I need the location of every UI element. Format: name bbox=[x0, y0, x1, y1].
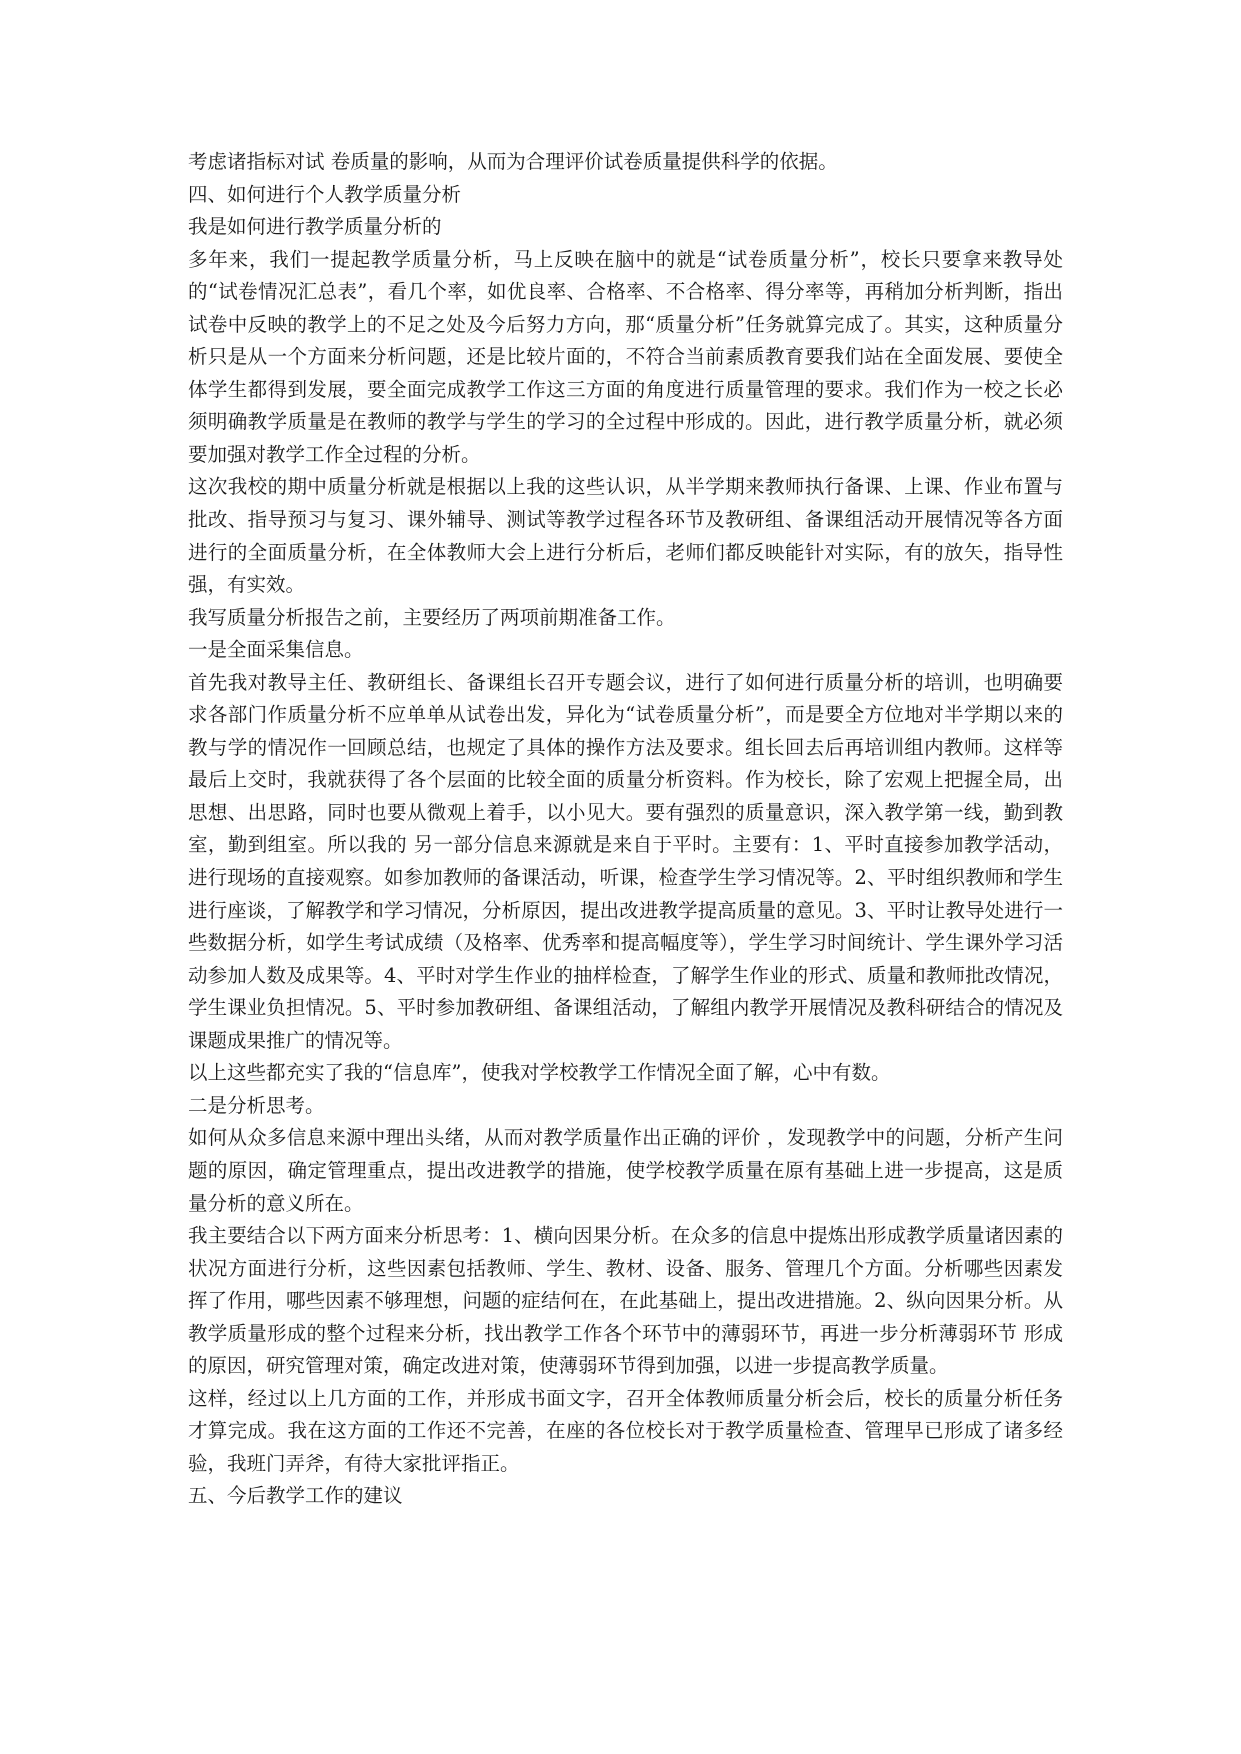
paragraph-meaning: 如何从众多信息来源中理出头绪，从而对教学质量作出正确的评价 ，发现教学中的问题，分析产生问题的原因，确定管理重点，提出改进教学的措施，使学校教学质量在原有基础上进一步提高，这是质量分析的意义所在。 bbox=[188, 1126, 1063, 1215]
section-heading-5: 五、今后教学工作的建议 bbox=[188, 1484, 403, 1508]
subheading-collect-info: 一是全面采集信息。 bbox=[188, 638, 364, 662]
paragraph-collect-info: 首先我对教导主任、教研组长、备课组长召开专题会议，进行了如何进行质量分析的培训，也明确要求各部门作质量分析不应单单从试卷出发，异化为“试卷质量分析”，而是要全方位地对半学期以来的教与学的情况作一回顾总结，也规定了具体的操作方法及要求。组长回去后再培训组内教师。这样等最后上交时，我就获得了各个层面的比较全面的质量分析资料。作为校长，除了宏观上把握全局，出思想、出思路，同时也要从微观上着手，以小见大。要有强烈的质量意识，深入教学第一线，勤到教室，勤到组室。所以我的 另一部分信息来源就是来自于平时。主要有：1、平时直接参加教学活动，进行现场的直接观察。如参加教师的备课活动，听课，检查学生学习情况等。2、平时组织教师和学生进行座谈，了解教学和学习情况，分析原因，提出改进教学提高质量的意见。3、平时让教导处进行一些数据分析，如学生考试成绩（及格率、优秀率和提高幅度等），学生学习时间统计、学生课外学习活动参加人数及成果等。4、平时对学生作业的抽样检查，了解学生作业的形式、质量和教师批改情况，学生课业负担情况。5、平时参加教研组、备课组活动，了解组内教学开展情况及教科研结合的情况及课题成果推广的情况等。 bbox=[188, 670, 1063, 1052]
paragraph-preparation: 我写质量分析报告之前，主要经历了两项前期准备工作。 bbox=[188, 605, 676, 629]
paragraph-midterm-analysis: 这次我校的期中质量分析就是根据以上我的这些认识，从半学期来教师执行备课、上课、作业布置与批改、指导预习与复习、课外辅导、测试等教学过程各环节及教研组、备课组活动开展情况等各方面进行的全面质量分析，在全体教师大会上进行分析后，老师们都反映能针对实际，有的放矢，指导性强，有实效。 bbox=[188, 475, 1063, 597]
paragraph-two-analyses: 我主要结合以下两方面来分析思考：1、横向因果分析。在众多的信息中提炼出形成教学质量诸因素的状况方面进行分析，这些因素包括教师、学生、教材、设备、服务、管理几个方面。分析哪些因素发挥了作用，哪些因素不够理想，问题的症结何在，在此基础上，提出改进措施。2、纵向因果分析。从教学质量形成的整个过程来分析，找出教学工作各个环节中的薄弱环节，再进一步分析薄弱环节 形成的原因，研究管理对策，确定改进对策，使薄弱环节得到加强，以进一步提高教学质量。 bbox=[188, 1224, 1063, 1378]
paragraph-continuation: 考虑诸指标对试 卷质量的影响，从而为合理评价试卷质量提供科学的依据。 bbox=[188, 150, 838, 173]
paragraph-intro: 多年来，我们一提起教学质量分析，马上反映在脑中的就是“试卷质量分析”，校长只要拿来教导处的“试卷情况汇总表”，看几个率，如优良率、合格率、不合格率、得分率等，再稍加分析判断，指出试卷中反映的教学上的不足之处及今后努力方向，那“质量分析”任务就算完成了。其实，这种质量分析只是从一个方面来分析问题，还是比较片面的，不符合当前素质教育要我们站在全面发展、要使全体学生都得到发展，要全面完成教学工作这三方面的角度进行质量管理的要求。我们作为一校之长必须明确教学质量是在教师的教学与学生的学习的全过程中形成的。因此，进行教学质量分析，就必须要加强对教学工作全过程的分析。 bbox=[188, 247, 1063, 466]
section-heading-4: 四、如何进行个人教学质量分析 bbox=[188, 182, 462, 206]
paragraph-conclusion: 这样，经过以上几方面的工作，并形成书面文字，召开全体教师质量分析会后，校长的质量分析任务才算完成。我在这方面的工作还不完善，在座的各位校长对于教学质量检查、管理早已形成了诸多经验，我班门弄斧，有待大家批评指正。 bbox=[188, 1386, 1063, 1475]
subheading-how-i-analyze: 我是如何进行教学质量分析的 bbox=[188, 215, 442, 239]
document-page bbox=[188, 146, 1063, 1513]
subheading-analysis-thinking: 二是分析思考。 bbox=[188, 1093, 325, 1117]
paragraph-info-library: 以上这些都充实了我的“信息库”，使我对学校教学工作情况全面了解，心中有数。 bbox=[188, 1061, 891, 1085]
